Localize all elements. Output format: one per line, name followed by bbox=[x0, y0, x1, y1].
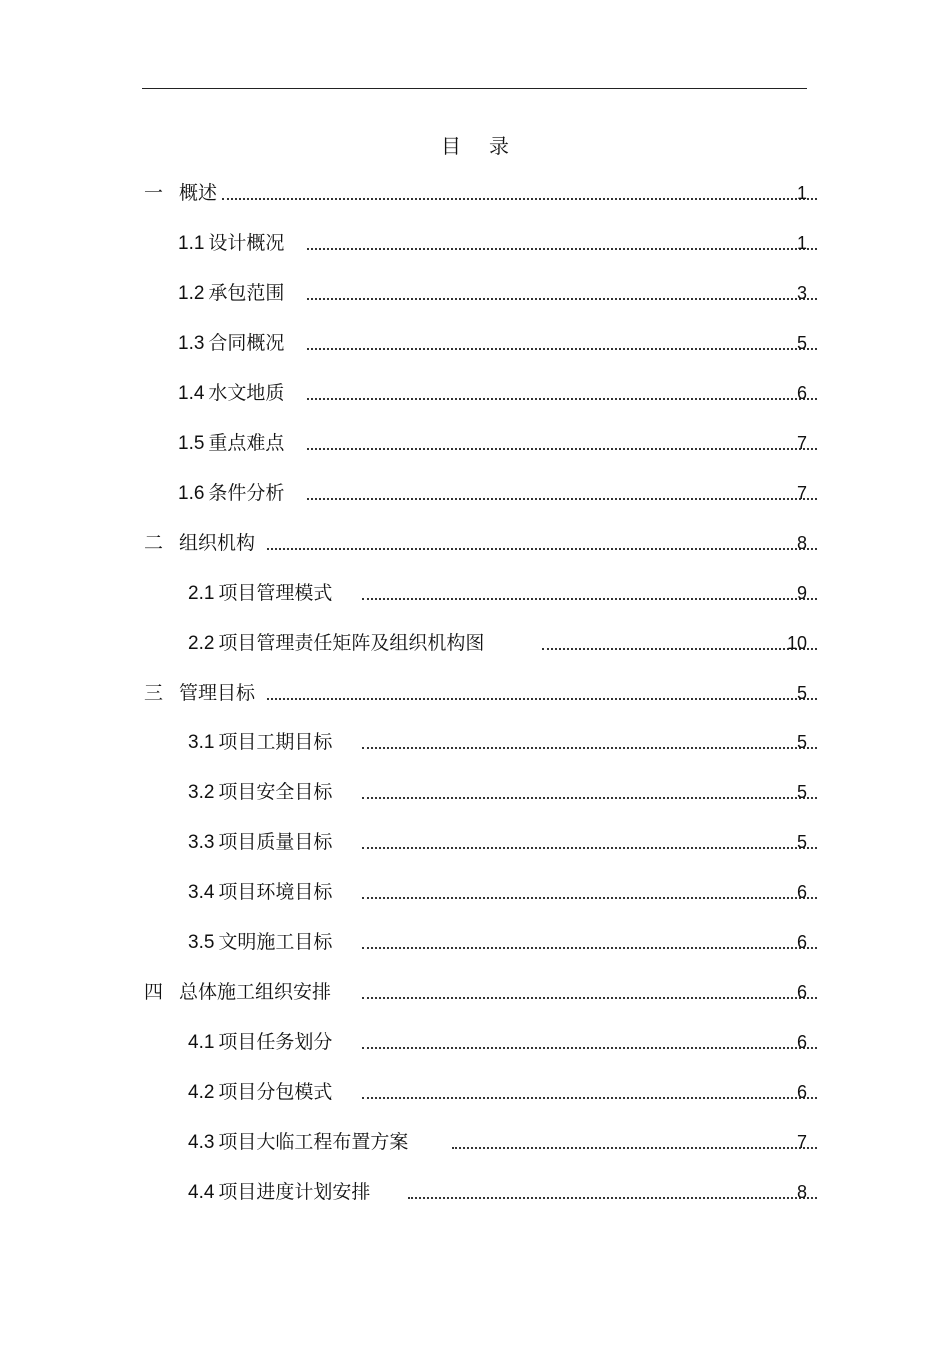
toc-entry[interactable] bbox=[144, 180, 819, 206]
toc-entry-label bbox=[144, 180, 217, 207]
toc-entry-title: 管理目标 bbox=[179, 682, 256, 704]
toc-entry-label bbox=[144, 979, 331, 1006]
toc-dot-leader bbox=[307, 248, 817, 250]
toc-entry[interactable] bbox=[188, 630, 819, 656]
toc-entry-label bbox=[188, 1029, 332, 1056]
toc-title-char-1: 目 bbox=[441, 134, 461, 158]
toc-entry[interactable] bbox=[188, 729, 819, 755]
toc-entry-title: 水文地质 bbox=[208, 382, 285, 404]
toc-dot-leader bbox=[362, 747, 817, 749]
toc-page-number: 8 bbox=[796, 533, 807, 553]
toc-entry-label bbox=[188, 879, 332, 906]
toc-dot-leader bbox=[408, 1197, 817, 1199]
toc-entry-number: 1.6 bbox=[178, 483, 205, 504]
toc-entry-label bbox=[188, 1079, 332, 1106]
toc-entry-title: 项目工期目标 bbox=[218, 731, 333, 753]
toc-page-number: 7 bbox=[796, 483, 807, 503]
toc-entry-number: 1.3 bbox=[178, 333, 205, 354]
toc-dot-leader bbox=[362, 598, 817, 600]
toc-entry-number: 1.2 bbox=[178, 283, 205, 304]
toc-entry[interactable] bbox=[178, 380, 819, 406]
toc-entry-title: 项目大临工程布置方案 bbox=[218, 1131, 409, 1153]
toc-dot-leader bbox=[307, 498, 817, 500]
toc-dot-leader bbox=[307, 298, 817, 300]
toc-entry-label bbox=[178, 380, 284, 407]
toc-entry[interactable] bbox=[178, 480, 819, 506]
toc-entry-number: 1.1 bbox=[178, 233, 205, 254]
toc-entry-label bbox=[178, 480, 284, 507]
toc-entry-number: 3.4 bbox=[188, 882, 215, 903]
toc-dot-leader bbox=[222, 198, 817, 200]
toc-entry-number: 4.3 bbox=[188, 1132, 215, 1153]
toc-entry[interactable] bbox=[188, 779, 819, 805]
toc-entry[interactable] bbox=[188, 580, 819, 606]
toc-entry-label bbox=[144, 680, 255, 707]
toc-entry-title: 合同概况 bbox=[208, 332, 285, 354]
toc-entry-title: 组织机构 bbox=[179, 532, 256, 554]
toc-page-number: 6 bbox=[796, 1032, 807, 1052]
toc-dot-leader bbox=[267, 548, 817, 550]
toc-dot-leader bbox=[362, 847, 817, 849]
toc-page-number: 5 bbox=[796, 683, 807, 703]
toc-entry[interactable] bbox=[178, 330, 819, 356]
toc-entry-label bbox=[188, 929, 332, 956]
toc-entry-label bbox=[178, 280, 284, 307]
toc-entry-label bbox=[178, 430, 284, 457]
toc-entry[interactable] bbox=[188, 1079, 819, 1105]
toc-title-char-2: 录 bbox=[489, 134, 509, 158]
toc-entry-number: 1.5 bbox=[178, 433, 205, 454]
toc-entry-number: 三 bbox=[144, 683, 164, 704]
toc-dot-leader bbox=[307, 448, 817, 450]
toc-entry-title: 概述 bbox=[179, 182, 218, 204]
toc-entry-title: 总体施工组织安排 bbox=[179, 981, 332, 1003]
toc-page-number: 6 bbox=[796, 1082, 807, 1102]
toc-dot-leader bbox=[307, 398, 817, 400]
toc-entry-number: 3.2 bbox=[188, 782, 215, 803]
toc-dot-leader bbox=[307, 348, 817, 350]
toc-entry[interactable] bbox=[144, 530, 819, 556]
toc-dot-leader bbox=[267, 698, 817, 700]
toc-dot-leader bbox=[542, 648, 817, 650]
toc-entry-number: 一 bbox=[144, 183, 164, 204]
toc-entry-label bbox=[144, 530, 255, 557]
toc-page-number: 7 bbox=[796, 1132, 807, 1152]
toc-entry-title: 项目进度计划安排 bbox=[218, 1181, 371, 1203]
toc-entry-label bbox=[188, 779, 332, 806]
toc-dot-leader bbox=[362, 897, 817, 899]
toc-entry-title: 项目安全目标 bbox=[218, 781, 333, 803]
toc-page-number: 10 bbox=[786, 633, 807, 653]
toc-dot-leader bbox=[362, 947, 817, 949]
toc-entry-number: 2.1 bbox=[188, 583, 215, 604]
toc-entry-title: 项目任务划分 bbox=[218, 1031, 333, 1053]
toc-page-number: 1 bbox=[796, 183, 807, 203]
toc-page-number: 6 bbox=[796, 882, 807, 902]
toc-entry-number: 二 bbox=[144, 533, 164, 554]
toc-entry-number: 4.4 bbox=[188, 1182, 215, 1203]
toc-entry[interactable] bbox=[144, 680, 819, 706]
toc-page-number: 5 bbox=[796, 782, 807, 802]
toc-entry[interactable] bbox=[178, 430, 819, 456]
toc-entry-label bbox=[178, 330, 284, 357]
toc-entry[interactable] bbox=[188, 1129, 819, 1155]
toc-page-number: 5 bbox=[796, 732, 807, 752]
toc-page-number: 8 bbox=[796, 1182, 807, 1202]
toc-entry-label bbox=[188, 829, 332, 856]
toc-entry-label bbox=[178, 230, 284, 257]
toc-page-number: 5 bbox=[796, 333, 807, 353]
toc-entry[interactable] bbox=[178, 230, 819, 256]
toc-page-number: 6 bbox=[796, 383, 807, 403]
toc-page-number: 3 bbox=[796, 283, 807, 303]
toc-entry-title: 项目环境目标 bbox=[218, 881, 333, 903]
toc-entry[interactable] bbox=[188, 879, 819, 905]
toc-entry-number: 2.2 bbox=[188, 633, 215, 654]
toc-entry-label bbox=[188, 729, 332, 756]
toc-entry-number: 1.4 bbox=[178, 383, 205, 404]
toc-entry-number: 4.1 bbox=[188, 1032, 215, 1053]
toc-entry-label bbox=[188, 630, 484, 657]
toc-entry[interactable] bbox=[178, 280, 819, 306]
toc-page-number: 5 bbox=[796, 832, 807, 852]
toc-page-number: 7 bbox=[796, 433, 807, 453]
toc-entry[interactable] bbox=[188, 829, 819, 855]
toc-entry-title: 重点难点 bbox=[208, 432, 285, 454]
toc-entry-title: 项目管理责任矩阵及组织机构图 bbox=[218, 632, 485, 654]
toc-entry-title: 承包范围 bbox=[208, 282, 285, 304]
toc-entry[interactable] bbox=[144, 979, 819, 1005]
toc-entry[interactable] bbox=[188, 1179, 819, 1205]
toc-dot-leader bbox=[362, 997, 817, 999]
toc-entry-title: 项目质量目标 bbox=[218, 831, 333, 853]
toc-entry-label bbox=[188, 1179, 370, 1206]
toc-entry-title: 条件分析 bbox=[208, 482, 285, 504]
toc-entry-number: 3.1 bbox=[188, 732, 215, 753]
toc-entry-number: 3.5 bbox=[188, 932, 215, 953]
toc-page-number: 6 bbox=[796, 932, 807, 952]
toc-entry-label bbox=[188, 1129, 408, 1156]
toc-dot-leader bbox=[362, 1097, 817, 1099]
toc-entry-number: 3.3 bbox=[188, 832, 215, 853]
toc-entry-title: 项目分包模式 bbox=[218, 1081, 333, 1103]
toc-entry[interactable] bbox=[188, 929, 819, 955]
toc-entry-number: 四 bbox=[144, 982, 164, 1003]
toc-page-number: 6 bbox=[796, 982, 807, 1002]
toc-dot-leader bbox=[452, 1147, 817, 1149]
toc-page-number: 1 bbox=[796, 233, 807, 253]
toc-entry-title: 项目管理模式 bbox=[218, 582, 333, 604]
toc-dot-leader bbox=[362, 1047, 817, 1049]
toc-entry-title: 文明施工目标 bbox=[218, 931, 333, 953]
toc-entry-title: 设计概况 bbox=[208, 232, 285, 254]
toc-page-number: 9 bbox=[796, 583, 807, 603]
toc-dot-leader bbox=[362, 797, 817, 799]
toc-entry-label bbox=[188, 580, 332, 607]
toc-entry[interactable] bbox=[188, 1029, 819, 1055]
toc-entry-number: 4.2 bbox=[188, 1082, 215, 1103]
